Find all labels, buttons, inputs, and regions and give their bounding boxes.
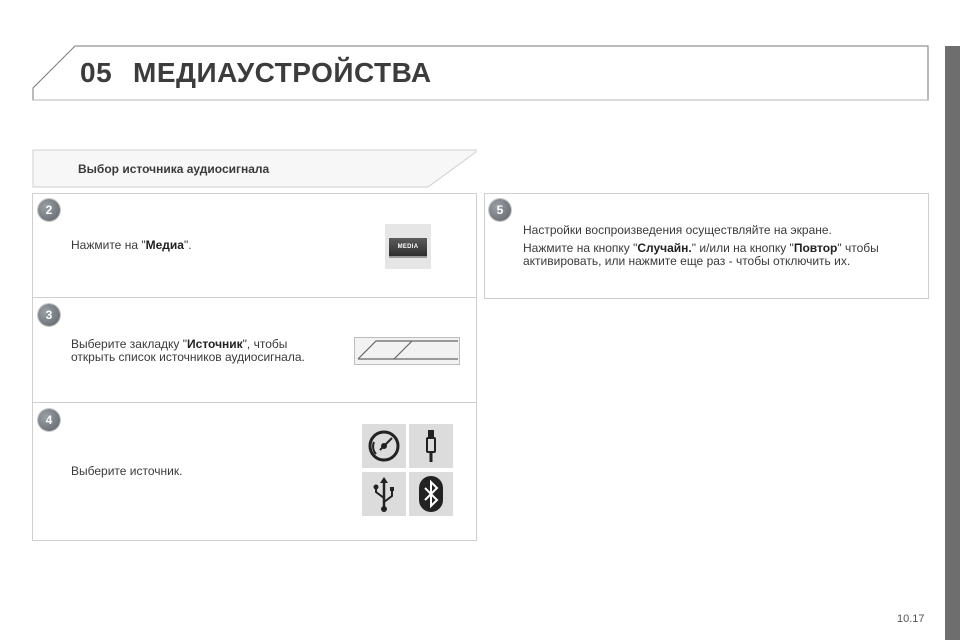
- chapter-title: МЕДИАУСТРОЙСТВА: [133, 57, 432, 88]
- chapter-number: 05: [80, 57, 113, 88]
- step-text-bold: Случайн.: [637, 241, 692, 255]
- step-text-part: ".: [183, 238, 192, 252]
- step-number-badge: 4: [38, 409, 60, 431]
- media-button-image: [385, 224, 431, 269]
- step-text-bold: Повтор: [793, 241, 838, 255]
- step-4-text: Выберите источник.: [71, 464, 183, 478]
- step-text-bold: Медиа: [145, 238, 184, 252]
- step-number-badge: 3: [38, 304, 60, 326]
- cd-disc-icon: [362, 424, 406, 468]
- step-text-part: Нажмите на ": [71, 238, 146, 252]
- step-2-text: [71, 239, 192, 252]
- source-tab-image: [354, 337, 460, 365]
- header-frame: [0, 0, 960, 110]
- step-divider: [33, 402, 476, 403]
- step-text-part: " и/или на кнопку ": [691, 241, 794, 255]
- step-divider: [33, 297, 476, 298]
- step-5-text: [523, 242, 879, 268]
- bluetooth-icon: [409, 472, 453, 516]
- step-text-line: открыть список источников аудиосигнала.: [71, 350, 305, 364]
- step-text-part: ", чтобы: [242, 337, 288, 351]
- source-tile-bluetooth: [409, 472, 453, 516]
- usb-icon: [362, 472, 406, 516]
- step-text-part: Выберите закладку ": [71, 337, 188, 351]
- media-button: MEDIA: [389, 238, 427, 258]
- step-number-badge: 2: [38, 199, 60, 221]
- step-text-part: " чтобы: [837, 241, 879, 255]
- side-bar: [945, 46, 960, 640]
- source-tile-cd: [362, 424, 406, 468]
- step-number-badge: 5: [489, 199, 511, 221]
- step-text-line: активировать, или нажмите еще раз - чтобы отключить их.: [523, 254, 851, 268]
- section-title: Выбор источника аудиосигнала: [78, 162, 270, 176]
- source-tile-aux: [409, 424, 453, 468]
- page-number: 10.17: [897, 613, 925, 625]
- step-5-line-1: Настройки воспроизведения осуществляйте на экране.: [523, 223, 832, 237]
- source-tile-usb: [362, 472, 406, 516]
- step-text-part: Нажмите на кнопку ": [523, 241, 638, 255]
- step-3-text: [71, 338, 305, 364]
- jack-plug-icon: [409, 424, 453, 468]
- step-text-bold: Источник: [187, 337, 243, 351]
